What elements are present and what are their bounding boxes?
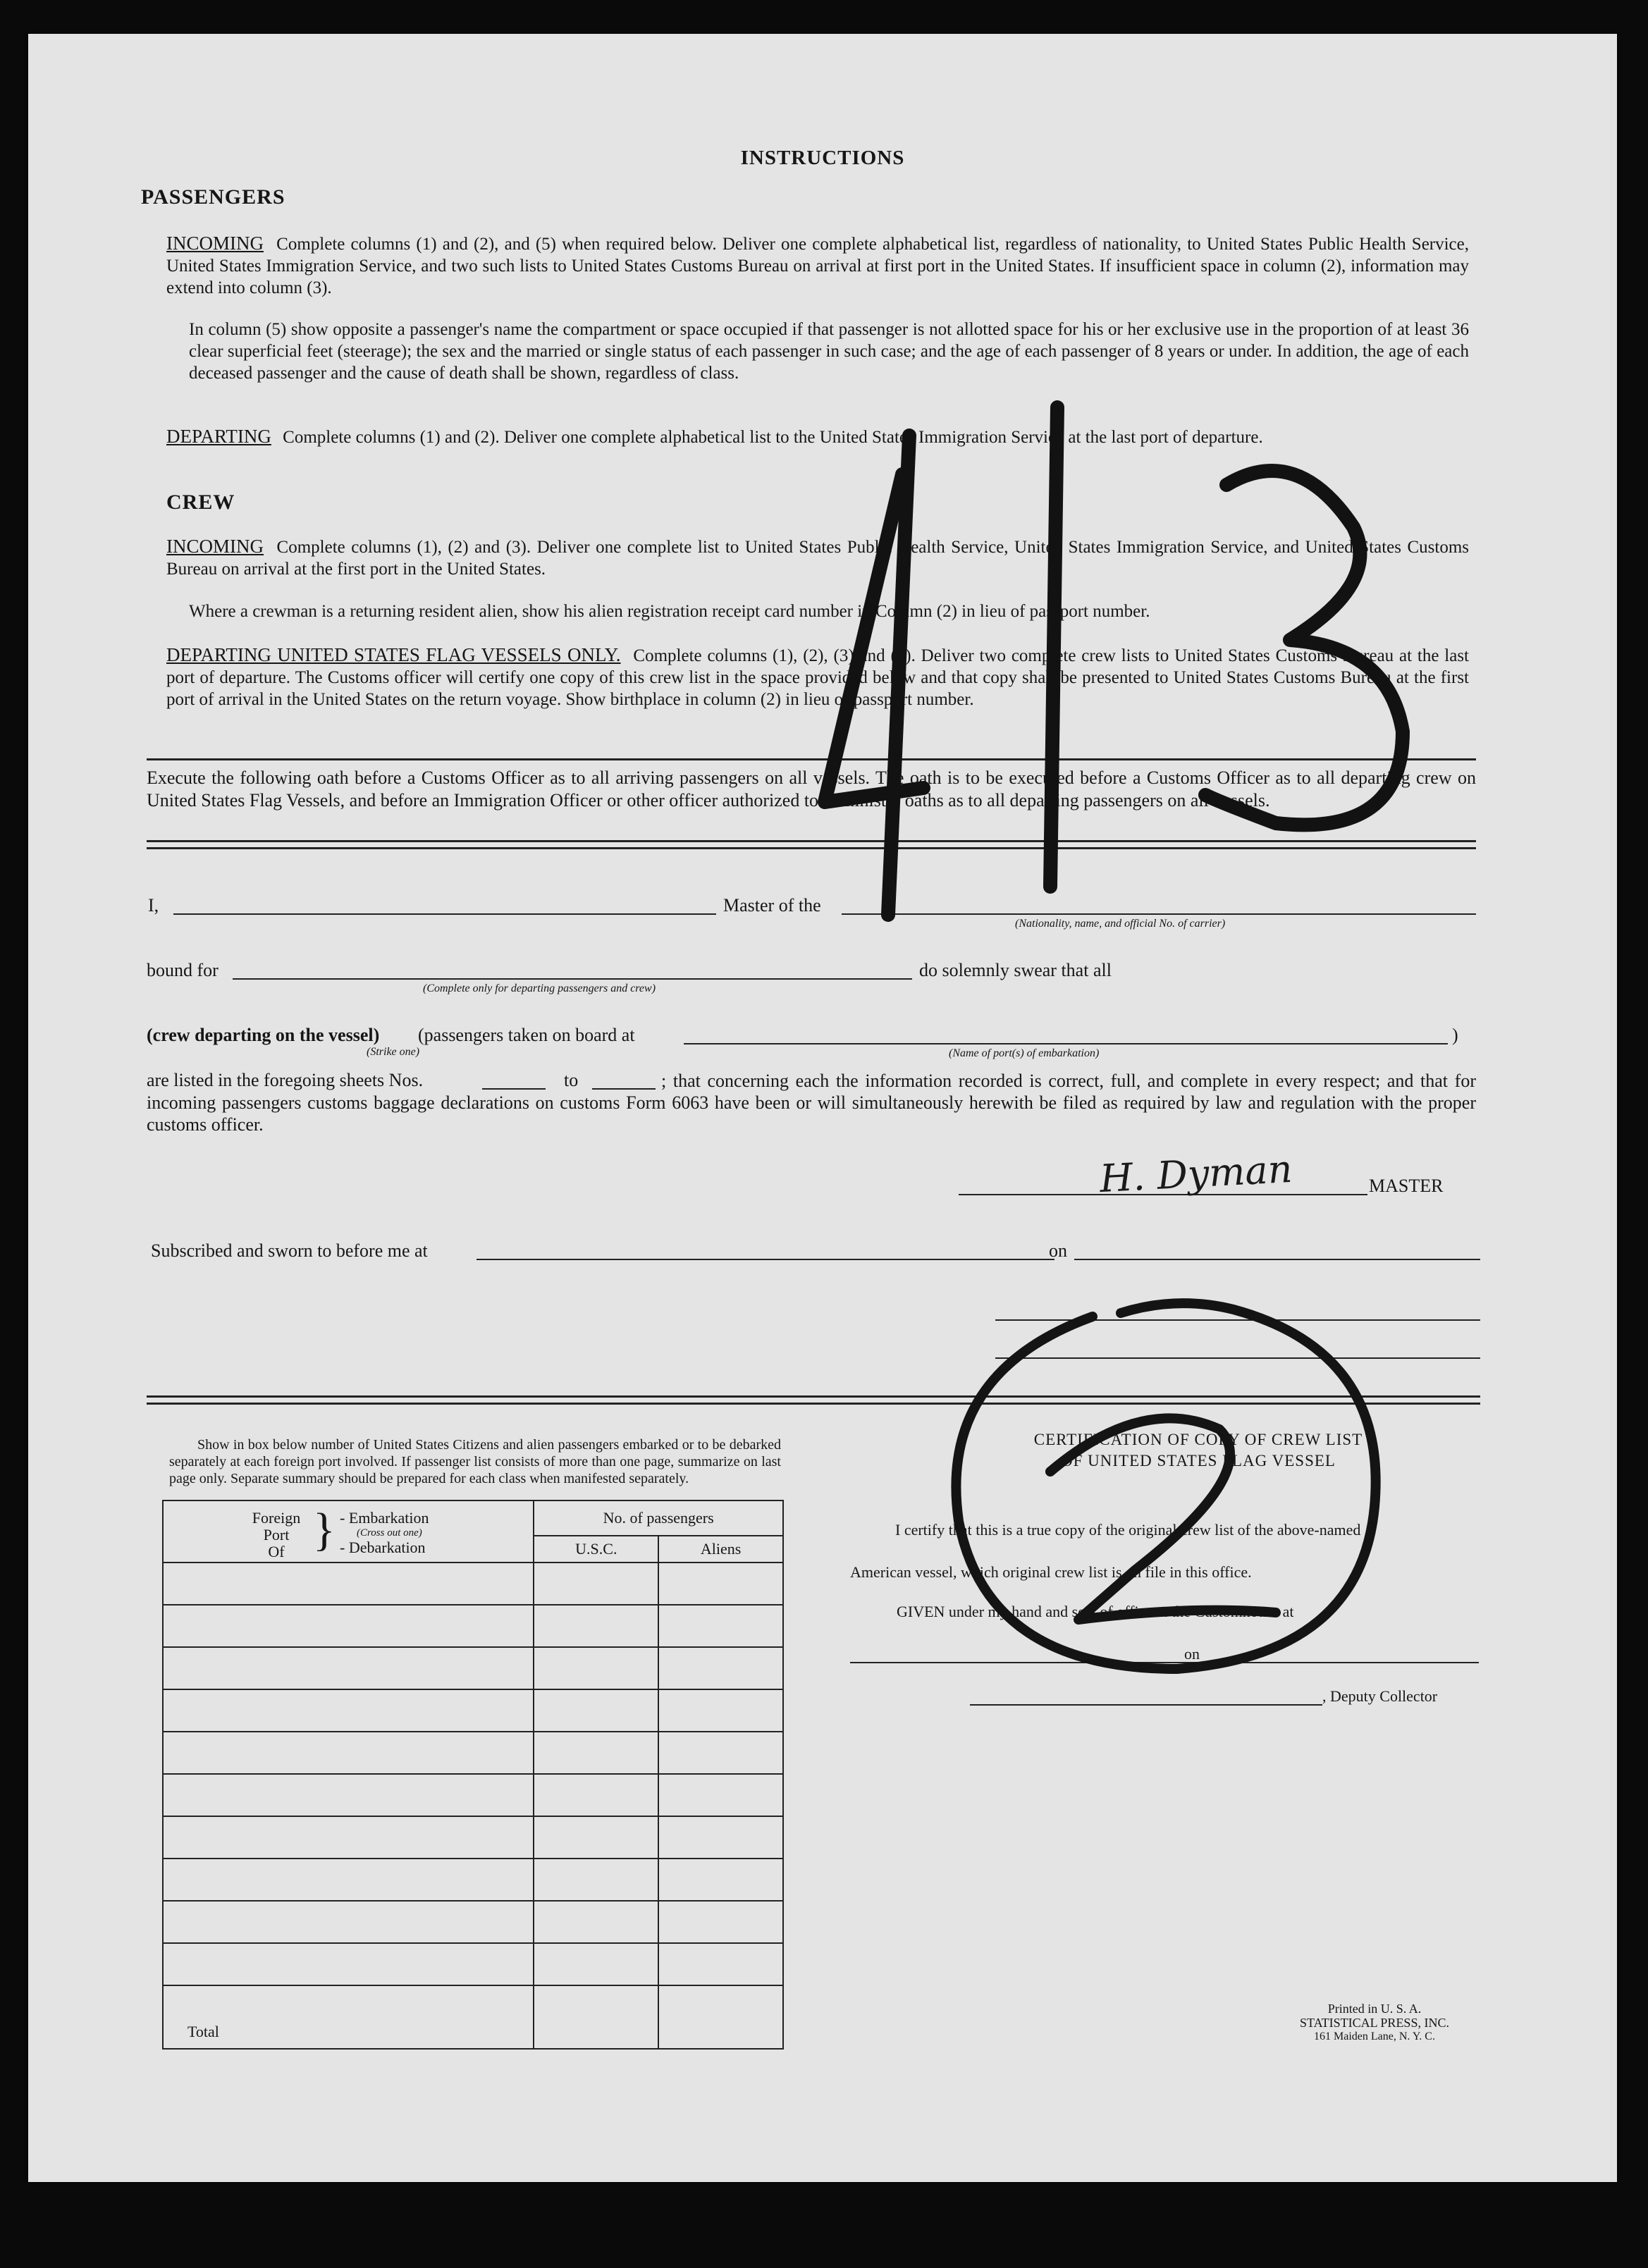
embarkation-text: - Embarkation (340, 1509, 429, 1527)
passengers-taken-option: (passengers taken on board at (418, 1025, 635, 1045)
aliens-cell[interactable] (658, 1816, 783, 1859)
port-cell[interactable] (163, 1943, 534, 1985)
crew-departing-option: (crew departing on the vessel) (147, 1025, 380, 1045)
table-row (163, 1816, 783, 1859)
passengers-departing-text: Complete columns (1) and (2). Deliver one complete alphabetical list to the United States Immigration Service at the last port of departure. (283, 428, 1263, 447)
foreign-port-label (241, 1510, 312, 1560)
usc-cell[interactable] (534, 1943, 658, 1985)
oath-i: I, (148, 895, 159, 916)
cross-out-text: (Cross out one) (357, 1527, 422, 1539)
column5-paragraph: In column (5) show opposite a passenger's name the compartment or space occupied if that passenger is not allotted space for his or her exclusive use in the proportion of at least 36 clear superficial feet (steerage); the sex and the married or single status of each passenger in such case; and the age of each passenger of 8 years or under. In addition, the age of each deceased passenger and the cause of death shall be shown, regardless of class. (189, 320, 1469, 383)
deputy-signature-line[interactable] (970, 1704, 1322, 1706)
aliens-cell[interactable] (658, 1647, 783, 1689)
usc-cell[interactable] (534, 1563, 658, 1605)
crew-departing-text: Complete columns (1), (2), (3) and (4). Deliver two complete crew lists to United States Customs Bureau at the last port of departure. The Customs officer will certify one copy of this crew list in the space provided below and that copy shall be presented to United States Customs Bureau at the first port of arrival in the United States on the return voyage. Show birthplace in column (2) in lieu of passport number. (166, 646, 1469, 709)
passenger-summary-table (162, 1500, 784, 2050)
aliens-cell[interactable] (658, 1732, 783, 1774)
swear-label: do solemnly swear that all (919, 960, 1112, 980)
master-label: MASTER (1369, 1176, 1444, 1196)
usc-header: U.S.C. (534, 1536, 658, 1563)
of-text: Of (268, 1543, 285, 1560)
usc-cell[interactable] (534, 1859, 658, 1901)
circled-number (909, 1274, 1417, 1697)
printer-line-1: Printed in U. S. A. (1327, 2002, 1422, 2016)
bound-for-line[interactable] (233, 978, 912, 980)
strike-one-caption: (Strike one) (367, 1046, 420, 1058)
table-row (163, 1774, 783, 1816)
listed-label: are listed in the foregoing sheets Nos. (147, 1070, 424, 1090)
foreign-port-header (163, 1500, 534, 1563)
table-row (163, 1563, 783, 1605)
aliens-cell[interactable] (658, 1689, 783, 1732)
port-cell[interactable] (163, 1647, 534, 1689)
total-label: Total (163, 1985, 534, 2049)
table-row (163, 1689, 783, 1732)
port-cell[interactable] (163, 1732, 534, 1774)
certification-line-1: I certify that this is a true copy of the original crew list of the above-named (895, 1521, 1361, 1539)
embarkation-port-line[interactable] (684, 1043, 1448, 1044)
crew-resident: Where a crewman is a returning resident alien, show his alien registration receipt card number in Column (2) in lieu of passport number. (189, 602, 1150, 621)
usc-cell[interactable] (534, 1901, 658, 1943)
passengers-incoming-lead: INCOMING (166, 233, 264, 254)
aliens-cell[interactable] (658, 1943, 783, 1985)
printer-imprint (1255, 2002, 1494, 2044)
crew-heading: CREW (166, 491, 235, 514)
table-row (163, 1605, 783, 1647)
port-cell[interactable] (163, 1605, 534, 1647)
usc-cell[interactable] (534, 1732, 658, 1774)
debarkation-text: - Debarkation (340, 1539, 426, 1556)
printer-line-3: 161 Maiden Lane, N. Y. C. (1314, 2030, 1435, 2042)
port-cell[interactable] (163, 1563, 534, 1605)
form-title: INSTRUCTIONS (740, 147, 905, 169)
aliens-header: Aliens (658, 1536, 783, 1563)
passengers-incoming-text: Complete columns (1) and (2), and (5) when required below. Deliver one complete alphabetical list, regardless of nationality, to United States Public Health Service, United States Immigration Service, and two such lists to United States Customs Bureau on arrival at first port in the United States. If insufficient space in column (2), information may extend into column (3). (166, 235, 1470, 297)
no-of-passengers-header: No. of passengers (534, 1500, 783, 1536)
port-cell[interactable] (163, 1689, 534, 1732)
crew-incoming-text: Complete columns (1), (2) and (3). Deliver one complete list to United States Public Health Service, United States Immigration Service, and United States Customs Bureau on arrival at the first port in the United States. (166, 538, 1470, 579)
aliens-cell[interactable] (658, 1859, 783, 1901)
crew-departing-lead: DEPARTING UNITED STATES FLAG VESSELS ONLY. (166, 644, 621, 665)
embark-debark-label (340, 1510, 429, 1556)
port-cell[interactable] (163, 1859, 534, 1901)
subscribed-date-line[interactable] (1074, 1259, 1480, 1260)
aliens-cell[interactable] (658, 1774, 783, 1816)
total-aliens-cell[interactable] (658, 1985, 783, 2049)
handwritten-number (782, 337, 1487, 971)
table-row (163, 1647, 783, 1689)
certification-line-2: American vessel, which original crew list is on file in this office. (850, 1563, 1252, 1581)
table-row (163, 1901, 783, 1943)
port-cell[interactable] (163, 1816, 534, 1859)
oath-intro: Execute the following oath before a Customs Officer as to all arriving passengers on all vessels. The oath is to be executed before a Customs Officer as to all departing crew on United States Flag Vessels, and before an Immigration Officer or other officer authorized to administer oaths as to all departing passengers on all vessels. (147, 768, 1476, 811)
printer-line-2: STATISTICAL PRESS, INC. (1300, 2016, 1449, 2030)
usc-cell[interactable] (534, 1774, 658, 1816)
handwritten-number-strokes (782, 337, 1487, 971)
passengers-incoming (166, 233, 1469, 299)
aliens-cell[interactable] (658, 1901, 783, 1943)
total-usc-cell[interactable] (534, 1985, 658, 2049)
port-caption: (Name of port(s) of embarkation) (949, 1047, 1100, 1059)
brace: } (313, 1504, 336, 1555)
usc-cell[interactable] (534, 1689, 658, 1732)
table-row (163, 1859, 783, 1901)
bound-for-label: bound for (147, 960, 219, 980)
subscribed-label: Subscribed and sworn to before me at (151, 1240, 428, 1261)
to-label: to (564, 1070, 579, 1090)
usc-cell[interactable] (534, 1647, 658, 1689)
passengers-heading: PASSENGERS (141, 185, 285, 209)
certification-line-3: GIVEN under my hand and seal of office at the Customhouse at (897, 1603, 1294, 1620)
master-name-line[interactable] (173, 913, 716, 915)
subscribed-place-line[interactable] (476, 1259, 1054, 1260)
subscribed-on-label: on (1049, 1240, 1067, 1261)
port-text: Port (263, 1526, 290, 1543)
master-of-the-label: Master of the (723, 895, 821, 916)
master-signature: H. Dyman (1098, 1146, 1293, 1202)
aliens-cell[interactable] (658, 1605, 783, 1647)
usc-cell[interactable] (534, 1605, 658, 1647)
table-row (163, 1943, 783, 1985)
deputy-collector-label: , Deputy Collector (1322, 1687, 1438, 1705)
summary-instructions: Show in box below number of United States Citizens and alien passengers embarked or to be debarked separately at each foreign port involved. If passenger list consists of more than one page, summarize on last page only. Separate summary should be prepared for each class when manifested separately. (169, 1437, 781, 1486)
close-paren: ) (1452, 1025, 1458, 1045)
listed-rest: ; that concerning each the information recorded is correct, full, and complete in every respect; and that for incoming passengers customs baggage declarations on customs Form 6063 have been or will simultaneously herewith be filed as required by law and regulation with the proper customs officer. (147, 1071, 1476, 1135)
form-sheet (28, 34, 1617, 2182)
usc-cell[interactable] (534, 1816, 658, 1859)
port-cell[interactable] (163, 1774, 534, 1816)
port-cell[interactable] (163, 1901, 534, 1943)
passengers-departing-lead: DEPARTING (166, 426, 271, 447)
foreign-text: Foreign (252, 1509, 301, 1527)
bound-caption: (Complete only for departing passengers and crew) (423, 982, 656, 994)
carrier-caption: (Nationality, name, and official No. of carrier) (1015, 918, 1226, 930)
certification-title-2: OF UNITED STATES FLAG VESSEL (1061, 1452, 1336, 1469)
certification-title-1: CERTIFICATION OF COPY OF CREW LIST (1033, 1431, 1363, 1448)
table-row (163, 1732, 783, 1774)
certification-on-label: on (1184, 1645, 1200, 1663)
circled-number-strokes (909, 1274, 1417, 1697)
crew-incoming-lead: INCOMING (166, 536, 264, 557)
total-row (163, 1985, 783, 2049)
aliens-cell[interactable] (658, 1563, 783, 1605)
